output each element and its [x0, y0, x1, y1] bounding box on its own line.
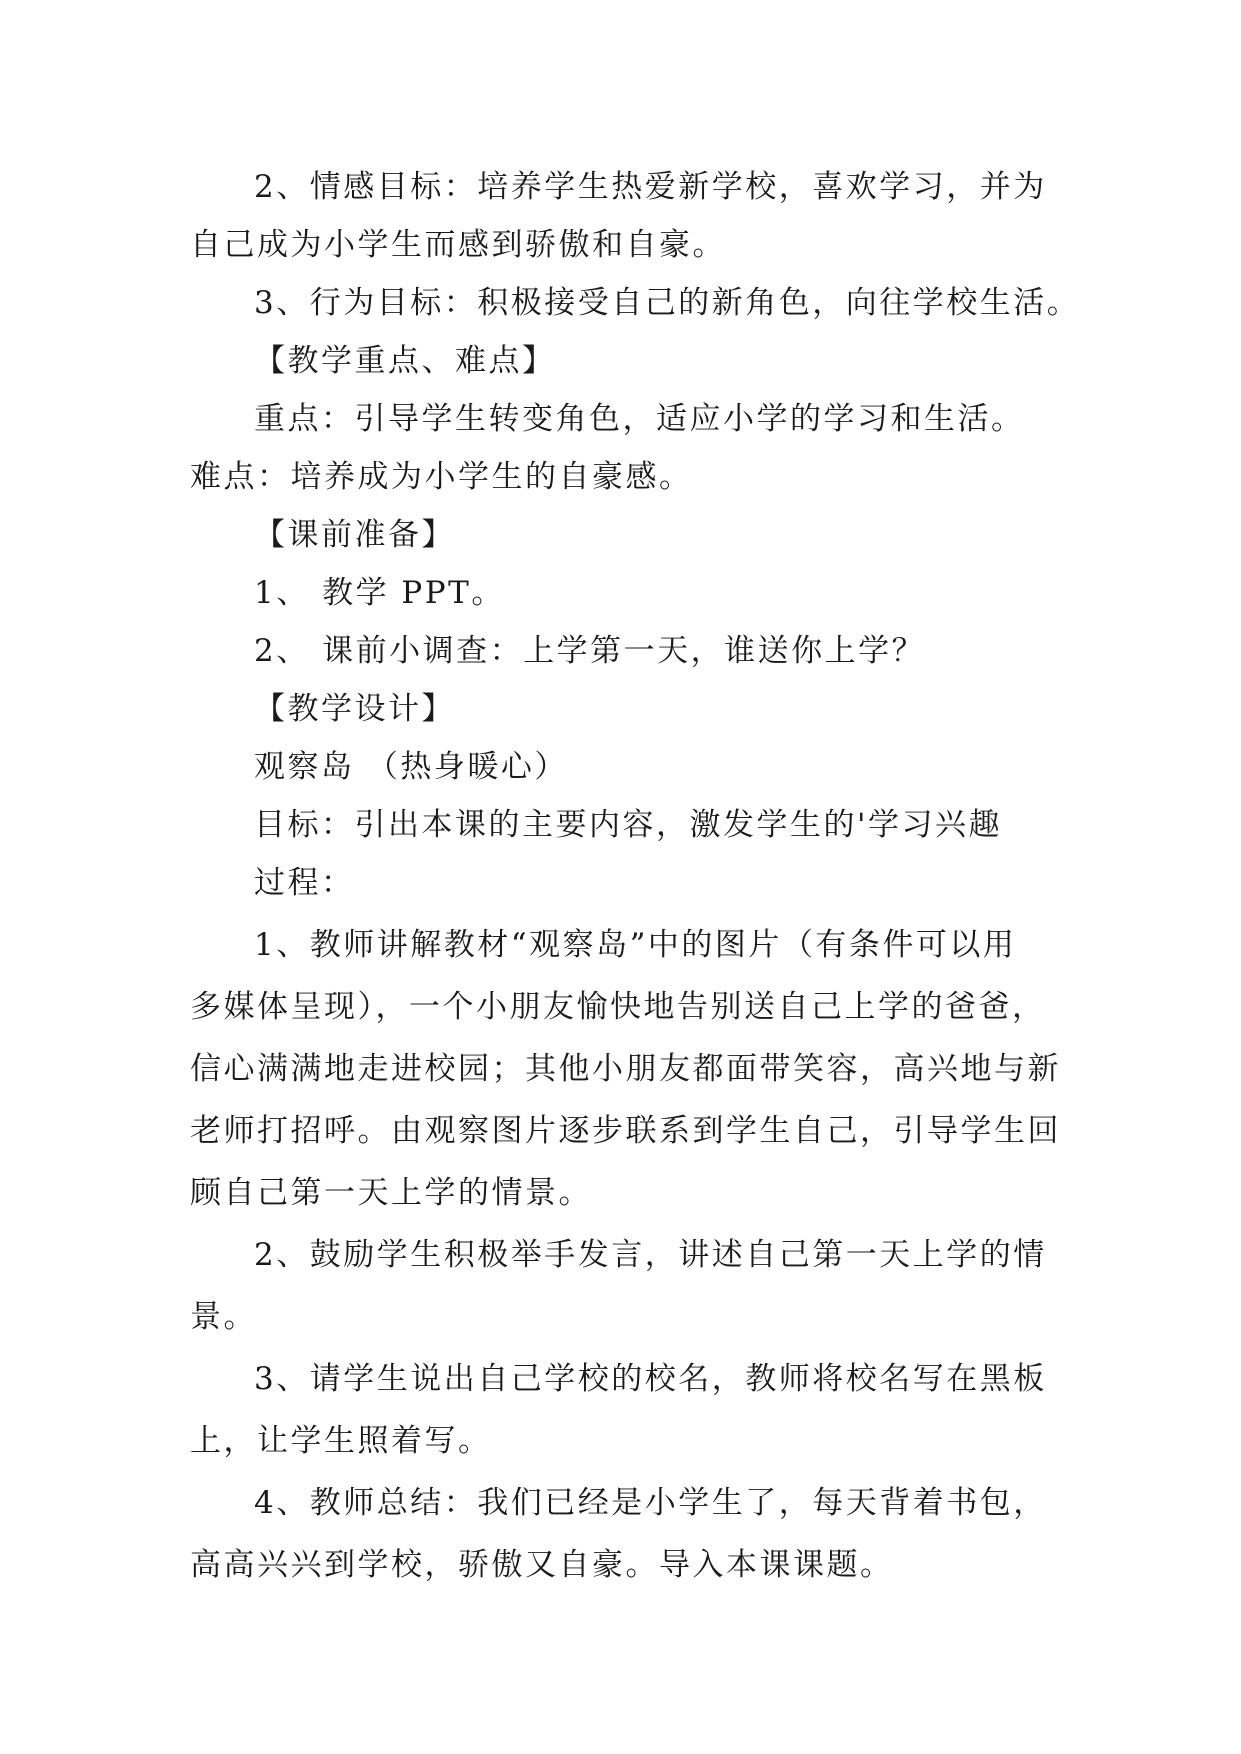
paragraph-step-2-line-1: 2、鼓励学生积极举手发言，讲述自己第一天上学的情 [254, 1237, 1047, 1273]
paragraph-step-4-line-2: 高高兴兴到学校，骄傲又自豪。导入本课课题。 [190, 1547, 894, 1583]
heading-key-points: 【教学重点、难点】 [254, 343, 556, 379]
heading-teaching-design: 【教学设计】 [254, 691, 455, 727]
paragraph-key-point: 重点：引导学生转变角色，适应小学的学习和生活。 [254, 401, 1025, 437]
paragraph-step-2-line-2: 景。 [190, 1299, 257, 1335]
paragraph-affective-goal-line-2: 自己成为小学生而感到骄傲和自豪。 [190, 227, 726, 263]
paragraph-behavior-goal: 3、行为目标：积极接受自己的新角色，向往学校生活。 [254, 285, 1081, 321]
paragraph-step-1-line-3: 信心满满地走进校园；其他小朋友都面带笑容，高兴地与新 [190, 1051, 1061, 1087]
paragraph-step-1-line-5: 顾自己第一天上学的情景。 [190, 1175, 592, 1211]
paragraph-step-1-line-1: 1、教师讲解教材“观察岛”中的图片（有条件可以用 [254, 927, 1017, 963]
paragraph-step-4-line-1: 4、教师总结：我们已经是小学生了，每天背着书包， [254, 1485, 1047, 1521]
document-body [190, 158, 1081, 1594]
paragraph-step-1-line-4: 老师打招呼。由观察图片逐步联系到学生自己，引导学生回 [190, 1113, 1061, 1149]
paragraph-step-1-line-2: 多媒体呈现），一个小朋友愉快地告别送自己上学的爸爸， [190, 989, 1046, 1025]
list-item-survey: 2、 课前小调查：上学第一天，谁送你上学？ [254, 633, 926, 669]
heading-preparation: 【课前准备】 [254, 517, 455, 553]
paragraph-objective: 目标：引出本课的主要内容，激发学生的'学习兴趣 [254, 807, 1003, 843]
paragraph-step-3-line-2: 上，让学生照着写。 [190, 1423, 492, 1459]
list-item-ppt: 1、 教学 PPT。 [254, 575, 505, 611]
paragraph-affective-goal-line-1: 2、情感目标：培养学生热爱新学校，喜欢学习，并为 [254, 169, 1047, 205]
paragraph-difficulty: 难点：培养成为小学生的自豪感。 [190, 459, 693, 495]
paragraph-step-3-line-1: 3、请学生说出自己学校的校名，教师将校名写在黑板 [254, 1361, 1047, 1397]
subheading-observation-island: 观察岛 （热身暖心） [254, 749, 568, 785]
paragraph-process-label: 过程： [254, 865, 355, 901]
